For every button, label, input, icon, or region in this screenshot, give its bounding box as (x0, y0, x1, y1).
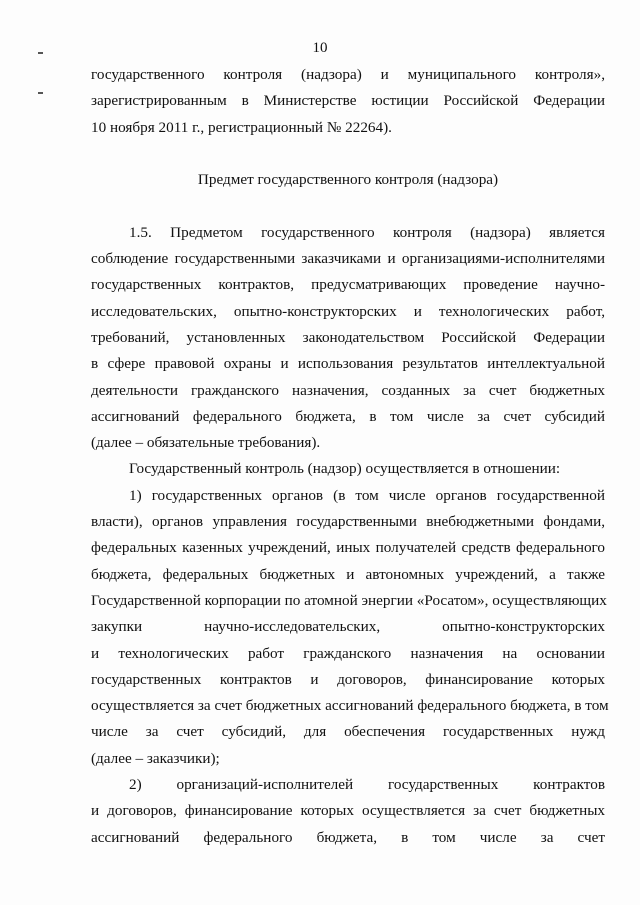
spacer (91, 141, 605, 167)
text-line: Государственный контроль (надзор) осуществляется в отношении: (129, 460, 561, 478)
text-line: бюджета, федеральных бюджетных и автономных учреждений, а также (91, 565, 605, 583)
text-line: государственного контроля (надзора) и муниципального контроля», (91, 66, 605, 83)
text-line: закупки научно-исследовательских, опытно-конструкторских (91, 618, 605, 636)
text-line: требований, установленных законодательством Российской Федерации (91, 328, 605, 346)
text-line: государственных контрактов, предусматривающих проведение научно- (91, 276, 605, 294)
text-line: ассигнований федерального бюджета, в том числе за счет субсидий (91, 407, 605, 425)
document-body (91, 62, 609, 851)
text-line: деятельности гражданского назначения, созданных за счет бюджетных (91, 381, 605, 399)
text-line: зарегистрированным в Министерстве юстиции Российской Федерации (91, 92, 605, 110)
section-heading: Предмет государственного контроля (надзора) (197, 171, 499, 189)
text-line: и договоров, финансирование которых осуществляется за счет бюджетных (91, 802, 605, 820)
text-line: (далее – обязательные требования). (91, 434, 321, 452)
text-line: 1) государственных органов (в том числе органов государственной (129, 486, 605, 504)
page-number: 10 (312, 40, 328, 56)
text-line: соблюдение государственными заказчиками и организациями-исполнителями (91, 250, 605, 268)
text-line: Государственной корпорации по атомной энергии «Росатом», осуществляющих (91, 591, 607, 609)
text-line: федеральных казенных учреждений, иных получателей средств федерального (91, 539, 605, 557)
text-line: осуществляется за счет бюджетных ассигнований федерального бюджета, в том (91, 697, 609, 715)
spacer (91, 193, 605, 219)
text-line: власти), органов управления государственными внебюджетными фондами, (91, 513, 605, 531)
text-line: (далее – заказчики); (91, 749, 220, 767)
text-line: числе за счет субсидий, для обеспечения государственных нужд (91, 723, 605, 741)
text-line: ассигнований федерального бюджета, в том числе за счет (91, 828, 605, 846)
text-line: в сфере правовой охраны и использования результатов интеллектуальной (91, 355, 605, 373)
text-line: 1.5. Предметом государственного контроля (надзора) является (129, 223, 605, 241)
text-line: исследовательских, опытно-конструкторских и технологических работ, (91, 302, 605, 320)
text-line: 2) организаций-исполнителей государственных контрактов (129, 776, 605, 794)
scan-mark (38, 92, 43, 94)
text-line: и технологических работ гражданского назначения на основании (91, 644, 605, 662)
text-line: 10 ноября 2011 г., регистрационный № 22264). (91, 118, 392, 136)
text-line: государственных контрактов и договоров, финансирование которых (91, 670, 605, 688)
